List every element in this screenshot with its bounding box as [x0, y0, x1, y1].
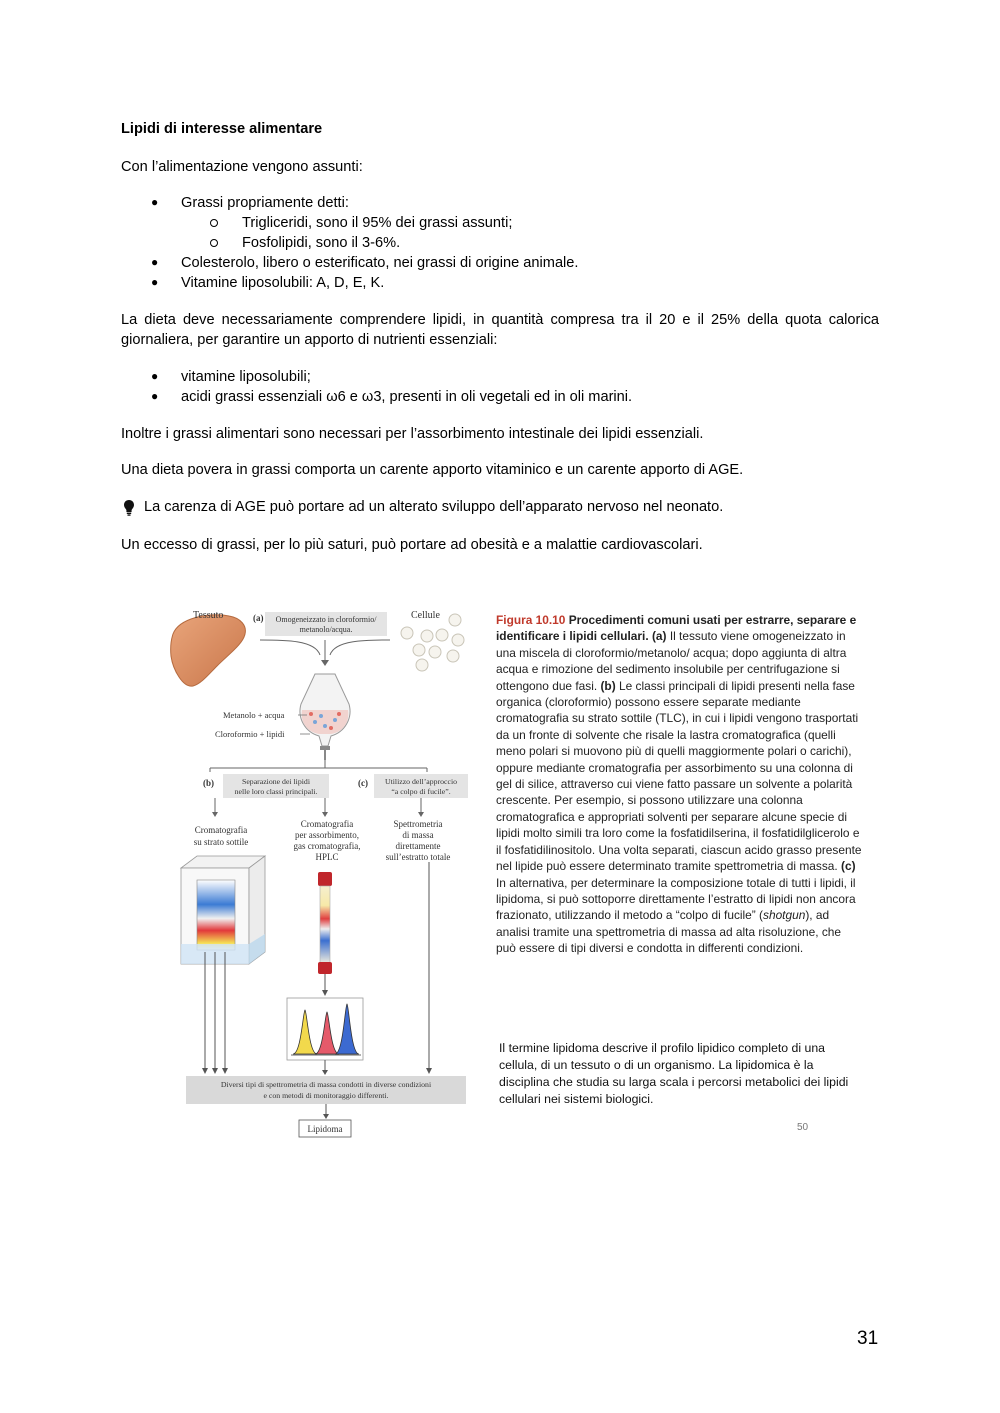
- bullet-dot: ●: [151, 275, 159, 289]
- figure-lipid-extraction: [165, 600, 862, 1145]
- figure-diagram: [165, 600, 495, 1145]
- tip-text: La carenza di AGE può portare ad un alterato sviluppo dell’apparato nervoso nel neonato.: [144, 499, 724, 515]
- step-b-line2: nelle loro classi principali.: [234, 787, 318, 796]
- lightbulb-icon: [124, 500, 134, 516]
- inner-page-number: 50: [797, 1122, 809, 1133]
- lipidoma-note: Il termine lipidoma descrive il profilo lipidico completo di una cellula, di un tessuto o di un organismo. La lipidomica è la disciplina che studia su larga scala i percorsi metabolici dei lipidi cellulari nei sistemi biologici.: [499, 1041, 849, 1106]
- lipidoma-label: Lipidoma: [307, 1124, 343, 1134]
- ms-label-1: Spettrometria: [393, 819, 443, 829]
- sub-list-item: Trigliceridi, sono il 95% dei grassi assunti;: [242, 215, 513, 231]
- bullet-dot: ●: [151, 369, 159, 383]
- bullet-dot: ●: [151, 195, 159, 209]
- paragraph: Un eccesso di grassi, per lo più saturi, può portare ad obesità e a malattie cardiovascolari.: [121, 537, 703, 553]
- list-item: vitamine liposolubili;: [181, 369, 311, 385]
- caption-c-post: ), ad analisi tramite una spettrometria di massa ad alta risoluzione, che può essere di tipi diversi e condotta in differenti condizioni.: [496, 908, 841, 956]
- step-c-line1: Utilizzo dell’approccio: [384, 777, 458, 786]
- mass-spec-line2: e con metodi di monitoraggio differenti.: [263, 1091, 389, 1100]
- step-b-line1: Separazione dei lipidi: [242, 777, 310, 786]
- tlc-label-2: su strato sottile: [193, 837, 249, 847]
- caption-c-italic: shotgun: [763, 908, 806, 923]
- label-a: (a): [253, 613, 264, 623]
- chromatography-column-icon: [318, 872, 332, 974]
- list-item: acidi grassi essenziali ω6 e ω3, presenti in oli vegetali ed in oli marini.: [181, 389, 633, 405]
- cells-icon: [401, 614, 464, 671]
- caption-a-label: (a): [651, 629, 667, 644]
- label-cloroformio: Cloroformio + lipidi: [215, 729, 285, 739]
- ms-label-2: di massa: [402, 830, 434, 840]
- column-label-2: per assorbimento,: [295, 830, 359, 840]
- ms-label-3: direttamente: [395, 841, 441, 851]
- list-item: Grassi propriamente detti:: [181, 195, 349, 211]
- label-b: (b): [203, 778, 214, 788]
- label-c: (c): [358, 778, 368, 788]
- section-heading: Lipidi di interesse alimentare: [121, 121, 323, 137]
- label-metanolo: Metanolo + acqua: [223, 710, 285, 720]
- ms-label-4: sull’estratto totale: [385, 852, 451, 862]
- column-label-3: gas cromatografia,: [293, 841, 361, 851]
- diet-paragraph: La dieta deve necessariamente comprendere lipidi, in quantità compresa tra il 20 e il 25% della quota calorica giornaliera, per garantire un apporto di nutrienti essenziali:: [121, 312, 879, 348]
- liver-icon: [171, 615, 246, 686]
- list-item: Colesterolo, libero o esterificato, nei grassi di origine animale.: [181, 255, 579, 271]
- intro-paragraph: Con l’alimentazione vengono assunti:: [121, 159, 363, 175]
- column-label-4: HPLC: [315, 852, 339, 862]
- label-cellule: Cellule: [411, 610, 440, 621]
- caption-c-pre: In alternativa, per determinare la composizione totale di tutti i lipidi, il lipidoma, si può sottoporre direttamente l’estratto di lipidi non ancora frazionato, utilizzando il metodo a “colpo di fucile” (: [496, 875, 856, 923]
- sub-bullet-circle: [210, 239, 218, 247]
- tlc-label-1: Cromatografia: [194, 825, 248, 835]
- paragraph: Una dieta povera in grassi comporta un carente apporto vitaminico e un carente apporto di AGE.: [121, 462, 744, 478]
- page-number: 31: [857, 1328, 879, 1349]
- caption-a: Il tessuto viene omogeneizzato in una miscela di cloroformio/metanolo/ acqua; dopo aggiunta di altra acqua e rimozione del sedimento insolubile per centrifugazione si ottengono due fasi.: [496, 629, 847, 693]
- caption-b: Le classi principali di lipidi presenti nella fase organica (cloroformio) possono essere separate mediante cromatografia su strato sottile (TLC), in cui i lipidi vengono trasportati da un fronte di solvente che risale la lastra cromatografica (quelli meno polari si muovono più di quelli maggiormente polari o carichi), oppure mediante cromatografia per assorbimento su una colonna di gel di silice, attraverso cui viene fatto passare un solvente a polarità crescente. Per esempio, si possono utilizzare una colonna cromatografica e appropriati solventi per separare alcune specie di lipidi molto simili tra loro come la fosfatidilserina, il fosfatidilglicerolo e il fosfatidilinositolo. Una volta separati, ciascun acido grasso presente nel lipide può essere determinato tramite spettrometria di massa.: [496, 678, 862, 874]
- figure-number: Figura 10.10: [496, 613, 566, 627]
- bullet-dot: ●: [151, 389, 159, 403]
- tlc-tank-icon: [181, 856, 265, 964]
- caption-b-label: (b): [600, 678, 616, 693]
- sub-bullet-circle: [210, 219, 218, 227]
- bullet-dot: ●: [151, 255, 159, 269]
- figure-caption: [496, 612, 862, 957]
- caption-c-label: (c): [841, 859, 856, 874]
- step-a-line2: metanolo/acqua.: [299, 625, 353, 634]
- step-a-line1: Omogeneizzato in cloroformio/: [275, 615, 377, 624]
- paragraph: Inoltre i grassi alimentari sono necessari per l’assorbimento intestinale dei lipidi essenziali.: [121, 426, 704, 442]
- caption-title: Procedimenti comuni usati per estrarre, separare e identificare i lipidi cellulari.: [496, 613, 857, 644]
- list-item: Vitamine liposolubili: A, D, E, K.: [181, 275, 385, 291]
- step-c-line2: “a colpo di fucile”.: [391, 787, 451, 796]
- sub-list-item: Fosfolipidi, sono il 3-6%.: [242, 235, 401, 251]
- column-label-1: Cromatografia: [300, 819, 354, 829]
- mass-spec-line1: Diversi tipi di spettrometria di massa condotti in diverse condizioni: [220, 1080, 432, 1089]
- label-tessuto: Tessuto: [193, 610, 224, 621]
